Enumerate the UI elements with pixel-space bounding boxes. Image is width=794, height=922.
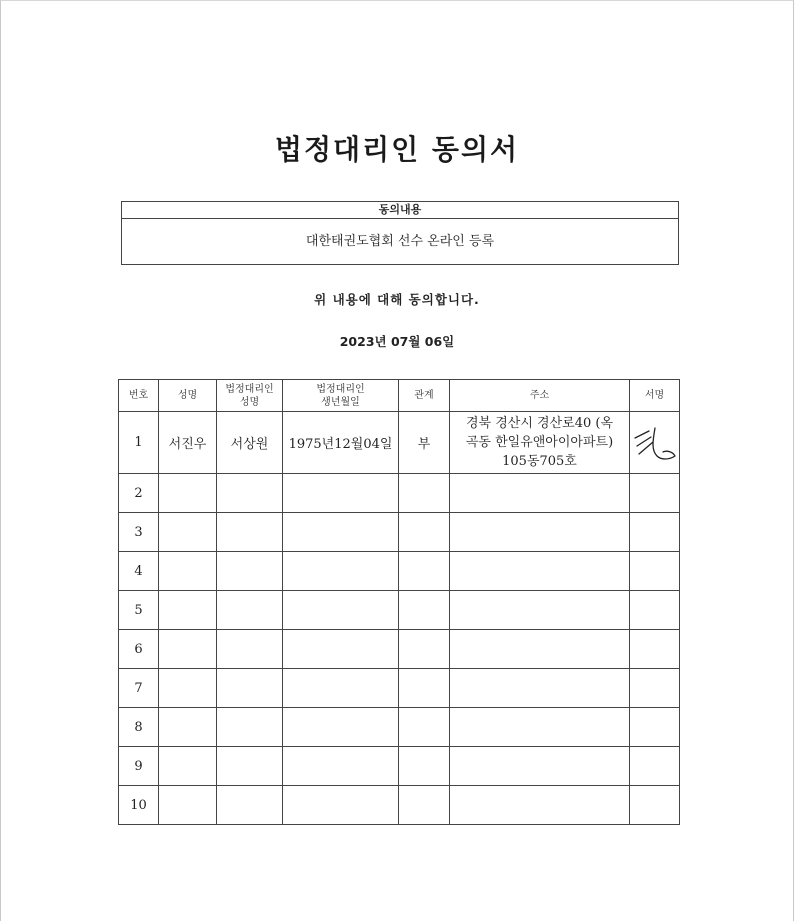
consent-box [121, 201, 679, 265]
cell-no: 2 [119, 474, 159, 513]
address-line-2: 곡동 한일유앤아이아파트) [465, 435, 614, 450]
cell-no: 10 [119, 786, 159, 825]
cell-no: 4 [119, 552, 159, 591]
cell-name: 서진우 [159, 412, 217, 474]
handwritten-signature [631, 420, 679, 466]
cell-no: 3 [119, 513, 159, 552]
table-row [119, 708, 680, 747]
cell-no: 8 [119, 708, 159, 747]
table-row [119, 552, 680, 591]
cell-signature [630, 412, 680, 474]
header-relation: 관계 [399, 380, 450, 412]
table-row [119, 513, 680, 552]
cell-guardian-birth: 1975년12월04일 [283, 412, 399, 474]
header-guardian-name-l1: 법정대리인 [225, 383, 274, 395]
guardian-table [118, 379, 680, 825]
cell-no: 1 [119, 412, 159, 474]
header-signature: 서명 [630, 380, 680, 412]
header-name: 성명 [159, 380, 217, 412]
cell-no: 6 [119, 630, 159, 669]
table-row [119, 591, 680, 630]
agree-statement: 위 내용에 대해 동의합니다. [314, 292, 480, 307]
address-line-3: 105동705호 [502, 454, 577, 469]
consent-date: 2023년 07월 06일 [339, 334, 455, 349]
cell-relation: 부 [399, 412, 450, 474]
header-address: 주소 [450, 380, 630, 412]
table-header-row [119, 380, 680, 412]
consent-body: 대한태권도협회 선수 온라인 등록 [305, 234, 495, 249]
header-guardian-name [217, 380, 283, 412]
consent-header: 동의내용 [122, 202, 678, 219]
header-guardian-birth [283, 380, 399, 412]
table-row [119, 786, 680, 825]
header-guardian-name-l2: 성명 [239, 396, 260, 408]
cell-no: 7 [119, 669, 159, 708]
document-title: 법정대리인 동의서 [274, 133, 520, 166]
table-row [119, 747, 680, 786]
cell-address [450, 412, 630, 474]
table-row [119, 412, 680, 474]
header-guardian-birth-l1: 법정대리인 [316, 383, 365, 395]
cell-guardian-name: 서상원 [217, 412, 283, 474]
table-row [119, 630, 680, 669]
table-row [119, 474, 680, 513]
address-line-1: 경북 경산시 경산로40 (옥 [465, 416, 614, 431]
table-row [119, 669, 680, 708]
cell-no: 5 [119, 591, 159, 630]
header-no: 번호 [119, 380, 159, 412]
header-guardian-birth-l2: 생년월일 [321, 396, 360, 408]
cell-no: 9 [119, 747, 159, 786]
